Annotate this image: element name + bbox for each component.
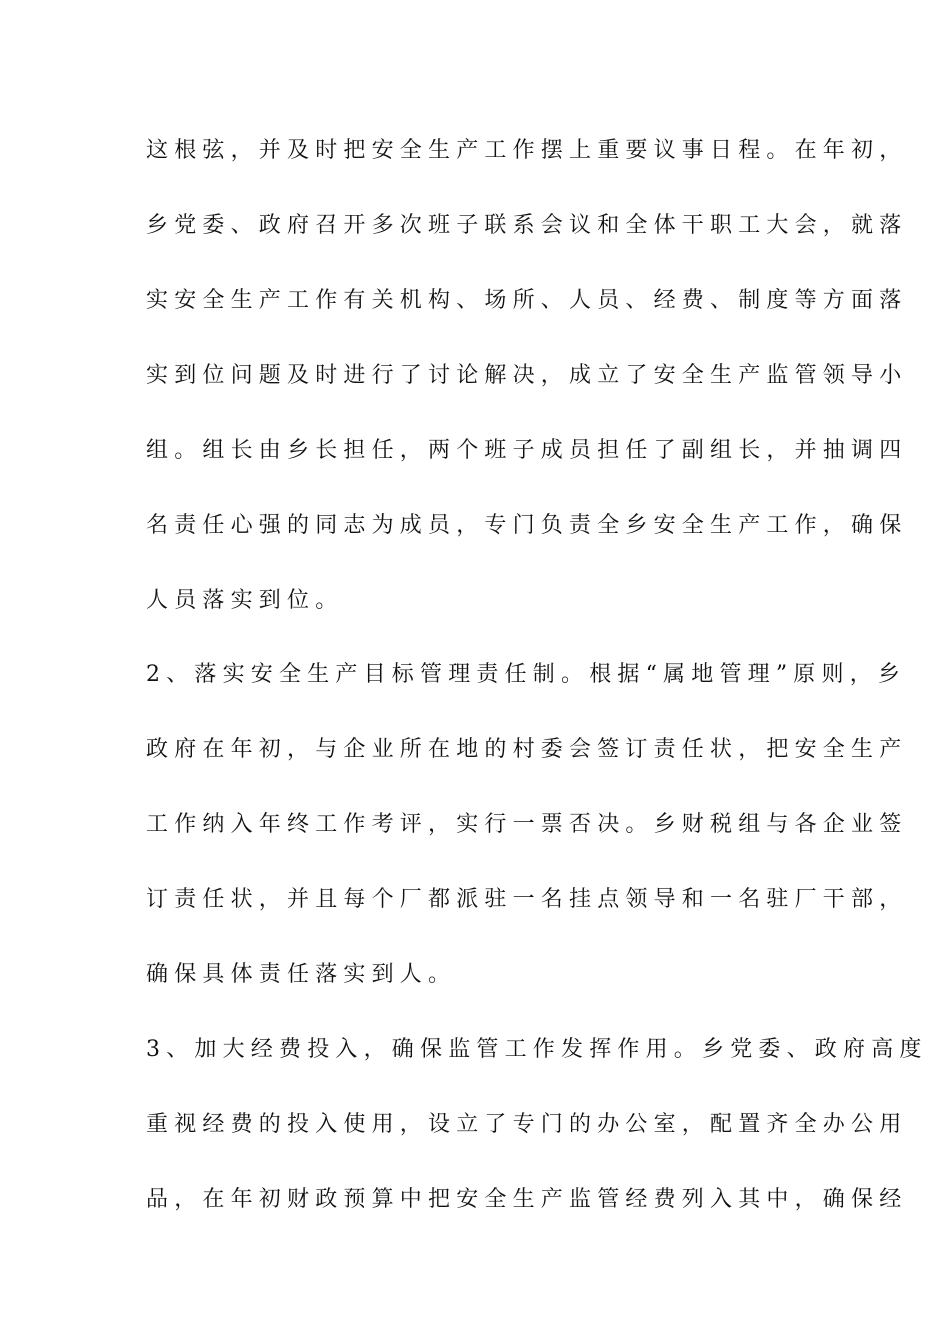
text-line: 乡党委、政府召开多次班子联系会议和全体干职工大会，就落 bbox=[146, 213, 908, 238]
text-line: 重视经费的投入使用，设立了专门的办公室，配置齐全办公用 bbox=[146, 1112, 908, 1137]
text-line: 这根弦，并及时把安全生产工作摆上重要议事日程。在年初， bbox=[146, 138, 908, 163]
text-line: 3、加大经费投入，确保监管工作发挥作用。乡党委、政府高度 bbox=[146, 1037, 928, 1062]
text-line: 订责任状，并且每个厂都派驻一名挂点领导和一名驻厂干部， bbox=[146, 887, 908, 912]
text-line: 名责任心强的同志为成员，专门负责全乡安全生产工作，确保 bbox=[146, 513, 908, 538]
text-line: 2、落实安全生产目标管理责任制。根据“属地管理”原则，乡 bbox=[146, 662, 907, 687]
text-line: 实到位问题及时进行了讨论解决，成立了安全生产监管领导小 bbox=[146, 363, 908, 388]
text-line: 实安全生产工作有关机构、场所、人员、经费、制度等方面落 bbox=[146, 288, 908, 313]
text-line: 组。组长由乡长担任，两个班子成员担任了副组长，并抽调四 bbox=[146, 438, 908, 463]
text-line: 人员落实到位。 bbox=[146, 588, 344, 613]
text-line: 政府在年初，与企业所在地的村委会签订责任状，把安全生产 bbox=[146, 737, 908, 762]
text-line: 确保具体责任落实到人。 bbox=[146, 962, 457, 987]
text-line: 品，在年初财政预算中把安全生产监管经费列入其中，确保经 bbox=[146, 1187, 908, 1212]
text-line: 工作纳入年终工作考评，实行一票否决。乡财税组与各企业签 bbox=[146, 812, 908, 837]
